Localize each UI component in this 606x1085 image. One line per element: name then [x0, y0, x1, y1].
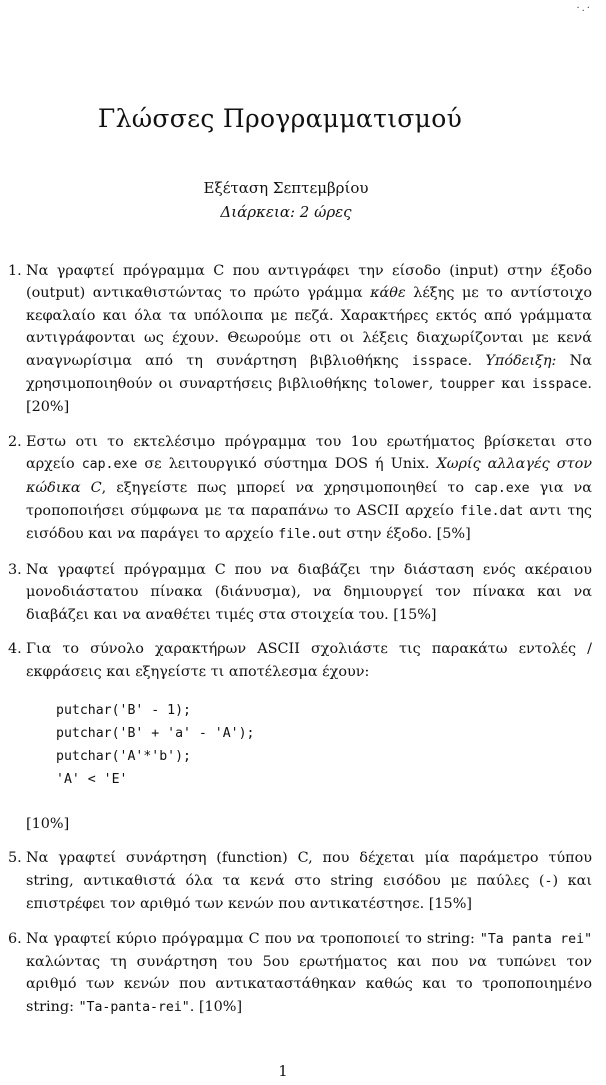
page-number: 1 — [278, 1062, 288, 1080]
question-text: σε λειτουργικό σύστημα DOS ή Unix. — [137, 456, 437, 473]
question-text: Να γραφτεί κύριο πρόγραμμα C που να τροποποιεί το string: — [26, 930, 480, 947]
question-text: ) και επιστρέφει τον αριθμό των κενών που αντικατέστησε. — [26, 872, 592, 913]
question-text: στην έξοδο. — [341, 526, 437, 543]
question-text: , — [428, 376, 440, 393]
question-number: 3. — [8, 561, 22, 578]
code-line: putchar('B' - 1); — [56, 702, 191, 718]
question-number: 4. — [8, 641, 22, 658]
emphasis-text: Χωρίς αλλαγές στον κώδικα C — [26, 456, 592, 496]
question-number: 2. — [8, 433, 22, 450]
code-inline: "Ta-panta-rei" — [78, 999, 190, 1015]
question-text: , εξηγείστε πως μπορεί να χρησιμοποιηθεί το — [101, 479, 474, 496]
question-6 — [8, 928, 592, 1020]
question-text: καλώντας τη συνάρτηση του 5ου ερωτήματος και που να τυπώνει τον αριθμό των κενών που αντικαταστάθηκαν καθώς και το τροποποιημένο string: — [26, 953, 592, 1015]
question-3 — [8, 559, 592, 626]
exam-info — [0, 176, 572, 224]
code-inline: file.out — [278, 527, 342, 543]
exam-duration: Διάρκεια: 2 ώρες — [220, 203, 352, 221]
question-text: Να γραφτεί συνάρτηση (function) C, που δέχεται μία παράμετρο τύπου string, αντικαθιστά όλα τα κενά στο string εισόδου με παύλες ( — [26, 850, 592, 889]
question-text: Εστω οτι το εκτελέσιμο πρόγραμμα του 1ου ερωτήματος βρίσκεται στο αρχείο — [26, 433, 592, 473]
question-text: Να γραφτεί πρόγραμμα C που αντιγράφει την είσοδο (input) στην έξοδο (output) αντικαθιστώντας το πρώτο γράμμα — [26, 263, 592, 302]
question-text: Για το σύνολο χαρακτήρων ASCII σχολιάστε τις παρακάτω εντολές / εκφράσεις και εξηγείστε τι αποτέλεσμα έχουν: — [26, 641, 592, 680]
question-weight: [5%] — [436, 526, 471, 543]
emphasis-text: κάθε — [370, 285, 406, 302]
question-text: . — [467, 352, 486, 369]
question-text: αντι της εισόδου και να παράγει το αρχείο — [26, 503, 592, 543]
question-weight: [15%] — [393, 606, 437, 623]
code-inline: toupper — [439, 377, 496, 393]
question-weight: [20%] — [26, 399, 70, 416]
code-inline: isspace — [531, 377, 588, 393]
question-number: 6. — [8, 930, 22, 947]
scan-speck: ·.· — [576, 3, 592, 14]
code-line: putchar('B' + 'a' - 'A'); — [56, 725, 255, 741]
page-title: Γλώσσες Προγραμματισμού — [97, 104, 463, 133]
code-line: putchar('A'*'b'); — [56, 748, 191, 764]
code-inline: cap.exe — [474, 480, 530, 496]
question-text: για να τροποποιήσει σύμφωνα με τα παραπάνω το ASCII αρχείο — [26, 479, 593, 520]
question-text: λέξης με το αντίστοιχο κεφαλαίο και όλα τα υπόλοιπα με πεζά. Χαρακτήρες εκτός από γράμματα αντιγράφονται ως έχουν. Θεωρούμε οτι οι λέξεις διαχωρίζονται με κενά αναγνωρίσιμα από τη συνάρτηση βιβλιοθήκης — [26, 285, 592, 369]
question-text: Να χρησιμοποιηθούν οι συναρτήσεις βιβλιοθήκης — [26, 352, 592, 393]
question-4 — [8, 638, 592, 835]
code-inline: tolower — [373, 377, 429, 393]
exam-period: Εξέταση Σεπτεμβρίου — [203, 179, 369, 197]
question-text: και — [495, 376, 532, 393]
question-list — [8, 260, 592, 1031]
question-number: 1. — [8, 263, 22, 279]
code-inline: file.dat — [459, 504, 524, 520]
question-text: . — [587, 376, 592, 393]
code-inline: isspace — [411, 353, 468, 369]
question-weight: [10%] — [26, 815, 70, 832]
code-block — [56, 699, 592, 791]
hint-label: Υπόδειξη: — [485, 352, 557, 369]
question-weight: [15%] — [428, 896, 472, 913]
question-text: Να γραφτεί πρόγραμμα C που να διαβάζει την διάσταση ενός ακέραιου μονοδιάστατου πίνακα (διάνυσμα), να δημιουργεί τον πίνακα και να διαβάζει και να αναθέτει τιμές στα στοιχεία του. — [26, 561, 592, 623]
question-number: 5. — [8, 850, 22, 867]
code-inline: cap.exe — [81, 457, 138, 473]
question-2 — [8, 431, 592, 547]
code-inline: - — [544, 873, 553, 889]
code-inline: "Ta panta rei" — [479, 931, 593, 947]
question-1 — [8, 260, 592, 419]
question-5 — [8, 847, 592, 915]
question-text: . — [189, 998, 199, 1015]
code-line: 'A' < 'E' — [56, 771, 128, 787]
question-weight: [10%] — [198, 998, 243, 1015]
